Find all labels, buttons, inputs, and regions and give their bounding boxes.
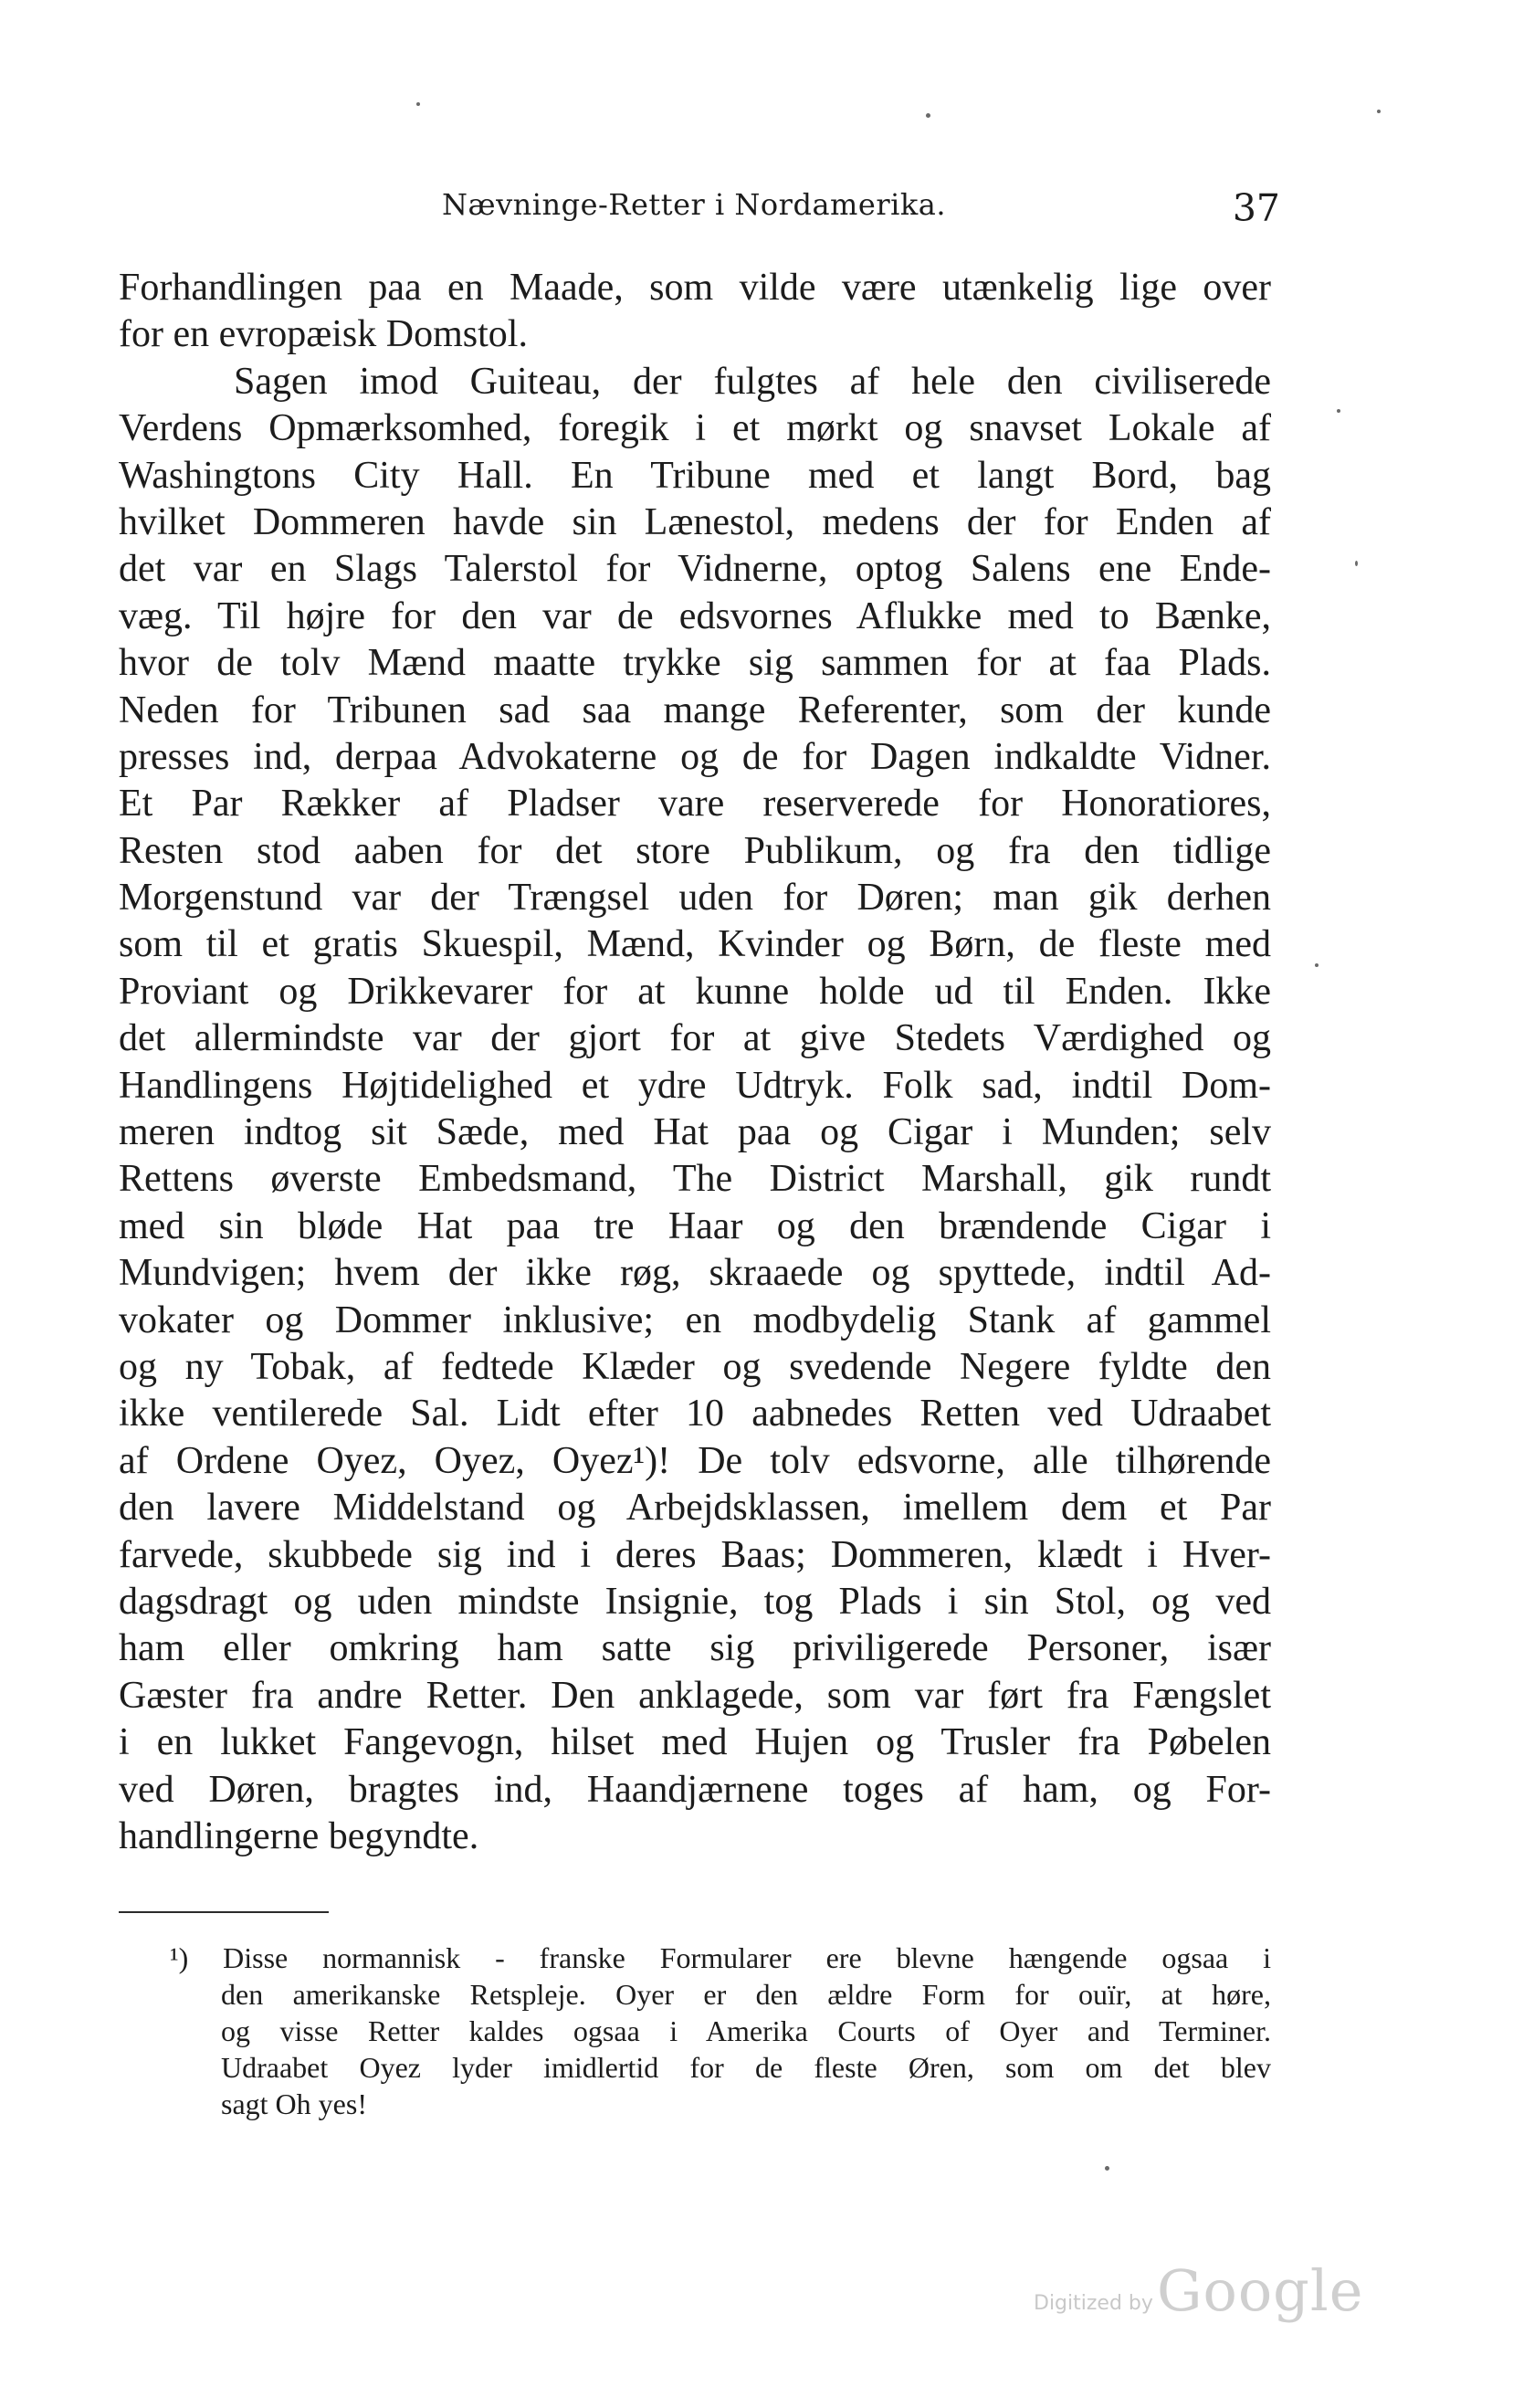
text-line: og ny Tobak, af fedtede Klæder og svedende Negere fyldte den <box>119 1345 1271 1388</box>
text-line: Sagen imod Guiteau, der fulgtes af hele den civiliserede <box>234 360 1271 403</box>
text-line: handlingerne begyndte. <box>119 1814 479 1857</box>
text-line: farvede, skubbede sig ind i deres Baas; Dommeren, klædt i Hver- <box>119 1533 1271 1576</box>
paper-speck <box>1315 963 1319 967</box>
text-line: hvor de tolv Mænd maatte trykke sig sammen for at faa Plads. <box>119 642 1271 685</box>
paper-speck <box>416 102 420 106</box>
footnote-line: sagt Oh yes! <box>221 2087 367 2120</box>
text-line: vokater og Dommer inklusive; en modbydelig Stank af gammel <box>119 1299 1271 1341</box>
footnote-divider <box>119 1911 329 1913</box>
paper-speck <box>1377 110 1381 113</box>
paper-speck <box>1105 2166 1109 2171</box>
footnote-line: Udraabet Oyez lyder imidlertid for de fleste Øren, som om det blev <box>221 2051 1271 2084</box>
text-line: Gæster fra andre Retter. Den anklagede, som var ført fra Fængslet <box>119 1674 1271 1717</box>
footnote-line: ¹) Disse normannisk - franske Formularer ere blevne hængende ogsaa i <box>170 1941 1271 1974</box>
text-line: Forhandlingen paa en Maade, som vilde være utænkelig lige over <box>119 267 1271 309</box>
digitized-watermark <box>1034 2257 1364 2330</box>
paper-speck <box>1337 409 1340 413</box>
footnote-line: og visse Retter kaldes ogsaa i Amerika Courts of Oyer and Terminer. <box>221 2014 1271 2047</box>
text-line: væg. Til højre for den var de edsvornes Aflukke med to Bænke, <box>119 594 1271 637</box>
text-line: Rettens øverste Embedsmand, The District Marshall, gik rundt <box>119 1158 1271 1201</box>
paper-speck <box>926 113 930 118</box>
footnote-line: den amerikanske Retspleje. Oyer er den ældre Form for ouïr, at høre, <box>221 1978 1271 2011</box>
text-line: hvilket Dommeren havde sin Lænestol, medens der for Enden af <box>119 500 1271 543</box>
page-number: 37 <box>1232 186 1280 230</box>
text-line: meren indtog sit Sæde, med Hat paa og Cigar i Munden; selv <box>119 1111 1271 1154</box>
text-line: som til et gratis Skuespil, Mænd, Kvinder og Børn, de fleste med <box>119 923 1271 966</box>
text-line: Neden for Tribunen sad saa mange Referenter, som der kunde <box>119 689 1271 731</box>
running-title: Nævninge-Retter i Nordamerika. <box>442 187 946 222</box>
text-line: Et Par Rækker af Pladser vare reserverede for Honoratiores, <box>119 783 1271 825</box>
text-line: Morgenstund var der Trængsel uden for Døren; man gik derhen <box>119 877 1271 920</box>
text-line: det allermindste var der gjort for at give Stedets Værdighed og <box>119 1017 1271 1060</box>
text-line: det var en Slags Talerstol for Vidnerne, optog Salens ene Ende- <box>119 548 1271 591</box>
main-text-block <box>119 265 1271 1860</box>
text-line: i en lukket Fangevogn, hilset med Hujen og Trusler fra Pøbelen <box>119 1721 1271 1764</box>
google-logo: Google <box>1157 2257 1364 2324</box>
text-line: Handlingens Højtidelighed et ydre Udtryk. Folk sad, indtil Dom- <box>119 1064 1271 1107</box>
text-line: presses ind, derpaa Advokaterne og de for Dagen indkaldte Vidner. <box>119 735 1271 778</box>
text-line: af Ordene Oyez, Oyez, Oyez¹)! De tolv edsvorne, alle tilhørende <box>119 1439 1271 1482</box>
running-head <box>119 181 1280 230</box>
paper-speck <box>1355 561 1358 566</box>
text-line: den lavere Middelstand og Arbejdsklassen, imellem dem et Par <box>119 1487 1271 1530</box>
text-line: dagsdragt og uden mindste Insignie, tog Plads i sin Stol, og ved <box>119 1580 1271 1623</box>
text-line: Mundvigen; hvem der ikke røg, skraaede og spyttede, indtil Ad- <box>119 1252 1271 1295</box>
text-line: ved Døren, bragtes ind, Haandjærnene toges af ham, og For- <box>119 1768 1271 1811</box>
text-line: ham eller omkring ham satte sig priviligerede Personer, især <box>119 1627 1271 1670</box>
text-line: Washingtons City Hall. En Tribune med et langt Bord, bag <box>119 454 1271 497</box>
text-line: for en evropæisk Domstol. <box>119 313 528 356</box>
text-line: ikke ventilerede Sal. Lidt efter 10 aabnedes Retten ved Udraabet <box>119 1393 1271 1435</box>
text-line: Verdens Opmærksomhed, foregik i et mørkt og snavset Lokale af <box>119 407 1271 450</box>
text-line: med sin bløde Hat paa tre Haar og den brændende Cigar i <box>119 1204 1271 1247</box>
footnote-block <box>119 1940 1271 2122</box>
watermark-prefix: Digitized by <box>1034 2292 1153 2315</box>
text-line: Proviant og Drikkevarer for at kunne holde ud til Enden. Ikke <box>119 970 1271 1013</box>
text-line: Resten stod aaben for det store Publikum, og fra den tidlige <box>119 829 1271 872</box>
